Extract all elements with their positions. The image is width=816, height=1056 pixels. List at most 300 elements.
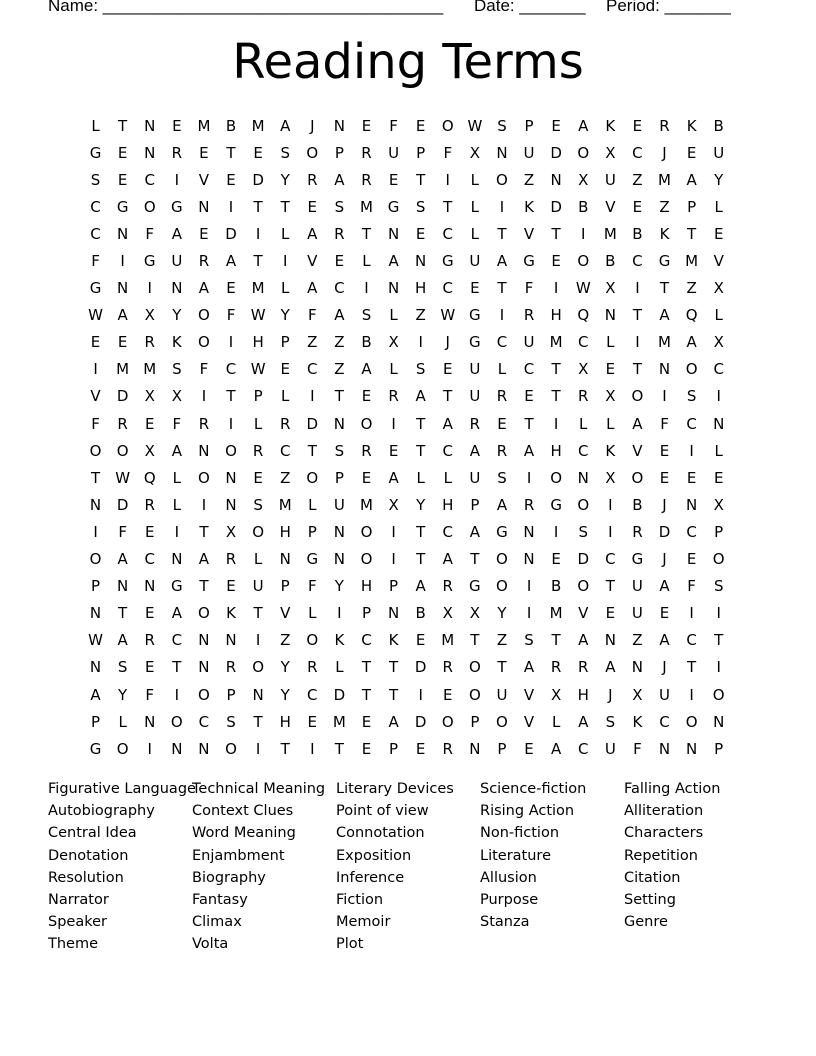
grid-letter: T bbox=[253, 712, 263, 731]
grid-letter: V bbox=[523, 712, 535, 731]
grid-letter: T bbox=[714, 631, 724, 650]
grid-letter: Y bbox=[280, 658, 290, 677]
grid-letter: K bbox=[171, 333, 182, 352]
grid-letter: X bbox=[605, 279, 616, 298]
grid-letter: F bbox=[524, 279, 534, 298]
grid-letter: Y bbox=[172, 306, 182, 325]
grid-letter: P bbox=[226, 685, 236, 704]
grid-letter: P bbox=[497, 739, 507, 758]
grid-letter: I bbox=[553, 414, 559, 433]
grid-letter: E bbox=[470, 279, 480, 298]
grid-letter: L bbox=[714, 306, 723, 325]
grid-letter: I bbox=[526, 468, 532, 487]
grid-letter: K bbox=[605, 441, 616, 460]
grid-letter: Z bbox=[632, 631, 643, 650]
grid-letter: A bbox=[469, 441, 480, 460]
grid-letter: R bbox=[144, 333, 155, 352]
grid-letter: D bbox=[333, 685, 346, 704]
grid-letter: E bbox=[415, 116, 426, 135]
grid-letter: I bbox=[93, 522, 98, 541]
grid-letter: R bbox=[659, 116, 670, 135]
grid-letter: E bbox=[117, 170, 128, 189]
grid-letter: C bbox=[334, 279, 345, 298]
grid-letter: N bbox=[171, 739, 183, 758]
grid-letter: E bbox=[361, 116, 372, 135]
grid-letter: O bbox=[252, 658, 265, 677]
grid-letter: A bbox=[117, 306, 128, 325]
grid-letter: A bbox=[307, 224, 318, 243]
grid-letter: A bbox=[578, 631, 589, 650]
word-bank-item: Characters bbox=[624, 825, 704, 842]
grid-letter: T bbox=[118, 116, 128, 135]
grid-letter: K bbox=[334, 631, 345, 650]
grid-letter: O bbox=[441, 712, 454, 731]
grid-letter: J bbox=[310, 116, 315, 135]
grid-letter: A bbox=[334, 170, 345, 189]
grid-letter: R bbox=[361, 143, 372, 162]
grid-letter: P bbox=[470, 495, 480, 514]
grid-letter: I bbox=[201, 387, 207, 406]
word-bank-item: Memoir bbox=[336, 914, 391, 931]
grid-letter: I bbox=[635, 333, 640, 352]
grid-letter: I bbox=[337, 604, 342, 623]
grid-letter: N bbox=[685, 739, 698, 758]
grid-letter: E bbox=[524, 387, 534, 406]
grid-letter: N bbox=[144, 143, 156, 162]
grid-letter: K bbox=[632, 712, 643, 731]
grid-letter: S bbox=[334, 441, 345, 460]
grid-letter: R bbox=[198, 414, 210, 433]
grid-letter: I bbox=[228, 333, 234, 352]
grid-letter: A bbox=[496, 495, 508, 514]
grid-letter: W bbox=[115, 468, 131, 487]
grid-letter: O bbox=[577, 577, 590, 596]
grid-letter: G bbox=[469, 333, 481, 352]
word-bank-item: Volta bbox=[192, 936, 229, 953]
date-field-label: Date: _______ bbox=[474, 0, 586, 15]
grid-letter: F bbox=[443, 143, 453, 162]
grid-letter: H bbox=[442, 495, 454, 514]
grid-letter: A bbox=[388, 468, 399, 487]
grid-letter: Y bbox=[280, 170, 290, 189]
grid-letter: T bbox=[470, 631, 480, 650]
grid-letter: T bbox=[199, 577, 209, 596]
grid-letter: N bbox=[198, 658, 210, 677]
grid-letter: G bbox=[550, 495, 562, 514]
grid-letter: C bbox=[577, 739, 589, 758]
grid-letter: U bbox=[523, 333, 535, 352]
grid-letter: X bbox=[713, 333, 724, 352]
grid-letter: T bbox=[334, 387, 344, 406]
word-bank-item: Purpose bbox=[480, 891, 539, 908]
grid-letter: N bbox=[252, 685, 264, 704]
grid-letter: T bbox=[388, 658, 399, 677]
grid-letter: O bbox=[198, 468, 210, 487]
name-field-label: Name: ____________________________________ bbox=[48, 0, 444, 15]
grid-letter: E bbox=[172, 116, 182, 135]
grid-letter: P bbox=[334, 143, 344, 162]
grid-letter: E bbox=[443, 360, 453, 379]
grid-letter: U bbox=[388, 143, 400, 162]
grid-letter: E bbox=[497, 414, 507, 433]
grid-letter: C bbox=[198, 712, 210, 731]
grid-letter: A bbox=[442, 550, 453, 569]
grid-letter: F bbox=[118, 522, 127, 541]
grid-letter: H bbox=[279, 712, 291, 731]
grid-letter: K bbox=[605, 116, 616, 135]
grid-letter: T bbox=[551, 631, 561, 650]
grid-letter: O bbox=[225, 739, 237, 758]
word-bank-item: Denotation bbox=[48, 847, 129, 864]
grid-letter: M bbox=[603, 224, 617, 243]
grid-letter: S bbox=[605, 712, 616, 731]
grid-letter: U bbox=[252, 577, 264, 596]
grid-letter: A bbox=[578, 116, 589, 135]
grid-letter: O bbox=[143, 197, 156, 216]
grid-letter: E bbox=[226, 577, 236, 596]
word-bank-item: Fiction bbox=[336, 891, 384, 908]
grid-letter: C bbox=[713, 360, 724, 379]
grid-letter: M bbox=[360, 197, 373, 216]
grid-letter: T bbox=[172, 658, 182, 677]
grid-letter: L bbox=[497, 360, 507, 379]
grid-letter: E bbox=[632, 197, 643, 216]
grid-letter: E bbox=[713, 224, 724, 243]
grid-letter: M bbox=[658, 170, 671, 189]
grid-letter: Y bbox=[497, 604, 507, 623]
grid-letter: E bbox=[632, 116, 643, 135]
grid-letter: N bbox=[333, 550, 345, 569]
grid-letter: P bbox=[361, 604, 371, 623]
grid-letter: I bbox=[255, 739, 261, 758]
grid-letter: O bbox=[360, 522, 373, 541]
grid-letter: O bbox=[496, 550, 508, 569]
grid-letter: C bbox=[632, 252, 643, 271]
page-title: Reading Terms bbox=[232, 34, 584, 90]
letter-grid bbox=[82, 112, 732, 762]
word-bank-item: Point of view bbox=[336, 803, 429, 820]
grid-letter: A bbox=[442, 414, 453, 433]
grid-letter: E bbox=[361, 739, 372, 758]
grid-letter: R bbox=[523, 306, 535, 325]
grid-letter: A bbox=[171, 441, 182, 460]
grid-letter: W bbox=[575, 279, 591, 298]
grid-letter: A bbox=[523, 441, 535, 460]
grid-letter: D bbox=[252, 170, 264, 189]
grid-letter: D bbox=[414, 658, 427, 677]
grid-letter: A bbox=[686, 170, 697, 189]
grid-letter: R bbox=[469, 414, 481, 433]
grid-letter: N bbox=[631, 658, 644, 677]
grid-letter: S bbox=[497, 116, 507, 135]
grid-letter: T bbox=[226, 387, 236, 406]
grid-letter: W bbox=[250, 306, 266, 325]
grid-letter: I bbox=[282, 252, 288, 271]
grid-letter: L bbox=[253, 414, 263, 433]
grid-letter: O bbox=[198, 604, 210, 623]
grid-letter: O bbox=[468, 658, 481, 677]
grid-letter: E bbox=[443, 685, 453, 704]
grid-letter: E bbox=[686, 143, 697, 162]
grid-letter: X bbox=[578, 170, 589, 189]
grid-letter: I bbox=[608, 522, 613, 541]
grid-letter: F bbox=[389, 116, 398, 135]
grid-letter: I bbox=[147, 279, 152, 298]
grid-letter: G bbox=[171, 577, 183, 596]
grid-letter: H bbox=[415, 279, 427, 298]
grid-letter: P bbox=[334, 468, 344, 487]
grid-letter: W bbox=[88, 306, 103, 325]
grid-letter: L bbox=[308, 604, 317, 623]
grid-letter: E bbox=[551, 550, 561, 569]
grid-letter: U bbox=[604, 739, 616, 758]
grid-letter: R bbox=[225, 550, 237, 569]
grid-letter: F bbox=[307, 306, 317, 325]
grid-letter: M bbox=[441, 631, 455, 650]
grid-letter: I bbox=[689, 604, 694, 623]
grid-letter: M bbox=[685, 252, 699, 271]
grid-letter: A bbox=[659, 577, 670, 596]
grid-letter: T bbox=[497, 279, 507, 298]
grid-letter: S bbox=[280, 143, 290, 162]
grid-letter: P bbox=[389, 577, 399, 596]
word-bank-item: Falling Action bbox=[624, 781, 721, 797]
grid-letter: V bbox=[198, 170, 210, 189]
grid-letter: P bbox=[280, 577, 290, 596]
word-bank bbox=[48, 778, 768, 956]
grid-letter: V bbox=[90, 387, 101, 406]
grid-letter: O bbox=[306, 631, 319, 650]
grid-letter: O bbox=[89, 441, 102, 460]
grid-letter: G bbox=[496, 522, 508, 541]
grid-letter: V bbox=[713, 252, 724, 271]
grid-letter: E bbox=[605, 360, 616, 379]
grid-letter: R bbox=[144, 631, 155, 650]
grid-letter: X bbox=[144, 306, 155, 325]
grid-letter: E bbox=[605, 604, 616, 623]
grid-letter: O bbox=[496, 170, 508, 189]
grid-letter: N bbox=[117, 577, 129, 596]
grid-letter: Y bbox=[280, 306, 290, 325]
word-bank-item: Technical Meaning bbox=[192, 781, 326, 797]
grid-letter: I bbox=[147, 739, 152, 758]
grid-letter: W bbox=[88, 631, 103, 650]
grid-letter: I bbox=[174, 170, 180, 189]
grid-letter: E bbox=[199, 143, 209, 162]
grid-letter: N bbox=[415, 252, 427, 271]
word-bank-item: Resolution bbox=[48, 869, 124, 886]
grid-letter: I bbox=[689, 685, 694, 704]
grid-letter: E bbox=[117, 143, 128, 162]
grid-letter: T bbox=[632, 360, 642, 379]
grid-letter: G bbox=[89, 143, 102, 162]
grid-letter: A bbox=[334, 306, 345, 325]
grid-letter: F bbox=[633, 739, 642, 758]
grid-letter: O bbox=[685, 712, 698, 731]
word-bank-item: Literary Devices bbox=[336, 781, 454, 797]
grid-letter: H bbox=[550, 306, 562, 325]
grid-letter: A bbox=[90, 685, 101, 704]
word-bank-item: Figurative Language bbox=[48, 781, 196, 797]
word-bank-item: Biography bbox=[192, 869, 266, 886]
grid-letter: Z bbox=[280, 631, 291, 650]
grid-letter: R bbox=[361, 441, 372, 460]
grid-letter: O bbox=[577, 143, 590, 162]
grid-letter: F bbox=[307, 577, 317, 596]
grid-letter: T bbox=[280, 197, 290, 216]
grid-letter: D bbox=[116, 495, 129, 514]
grid-letter: R bbox=[442, 577, 453, 596]
grid-letter: E bbox=[388, 441, 399, 460]
grid-letter: N bbox=[523, 522, 535, 541]
grid-letter: T bbox=[551, 360, 561, 379]
grid-letter: C bbox=[523, 360, 535, 379]
grid-letter: L bbox=[91, 116, 100, 135]
grid-letter: O bbox=[198, 306, 210, 325]
grid-letter: C bbox=[171, 631, 183, 650]
grid-letter: I bbox=[445, 170, 450, 189]
grid-letter: C bbox=[659, 712, 670, 731]
grid-letter: I bbox=[689, 441, 694, 460]
grid-letter: G bbox=[441, 252, 454, 271]
grid-letter: I bbox=[526, 604, 532, 623]
grid-letter: N bbox=[171, 550, 183, 569]
worksheet-header bbox=[48, 0, 748, 22]
grid-letter: R bbox=[550, 658, 562, 677]
grid-letter: G bbox=[523, 252, 535, 271]
grid-letter: T bbox=[118, 604, 128, 623]
grid-letter: O bbox=[441, 116, 454, 135]
grid-letter: O bbox=[577, 495, 590, 514]
grid-letter: S bbox=[172, 360, 182, 379]
grid-letter: X bbox=[388, 495, 399, 514]
grid-letter: Y bbox=[280, 685, 290, 704]
grid-letter: I bbox=[255, 224, 261, 243]
grid-letter: I bbox=[608, 495, 613, 514]
grid-letter: N bbox=[658, 360, 671, 379]
grid-letter: A bbox=[280, 116, 291, 135]
grid-letter: T bbox=[632, 306, 642, 325]
grid-letter: M bbox=[278, 495, 292, 514]
grid-letter: D bbox=[306, 414, 319, 433]
grid-letter: F bbox=[226, 306, 236, 325]
grid-letter: C bbox=[686, 414, 697, 433]
grid-letter: O bbox=[631, 387, 644, 406]
grid-letter: T bbox=[361, 685, 372, 704]
grid-letter: E bbox=[117, 333, 128, 352]
grid-letter: N bbox=[89, 658, 102, 677]
grid-letter: E bbox=[361, 712, 372, 731]
grid-letter: U bbox=[333, 495, 345, 514]
grid-letter: A bbox=[307, 279, 318, 298]
grid-letter: P bbox=[307, 522, 317, 541]
grid-letter: T bbox=[605, 577, 615, 596]
grid-letter: N bbox=[144, 712, 156, 731]
grid-letter: C bbox=[577, 441, 589, 460]
grid-letter: N bbox=[577, 468, 589, 487]
word-bank-item: Repetition bbox=[624, 847, 698, 864]
grid-letter: Z bbox=[334, 360, 345, 379]
grid-letter: E bbox=[415, 631, 426, 650]
grid-letter: A bbox=[605, 658, 616, 677]
grid-letter: T bbox=[551, 387, 561, 406]
grid-letter: E bbox=[90, 333, 101, 352]
grid-letter: N bbox=[523, 550, 535, 569]
grid-letter: N bbox=[604, 631, 616, 650]
grid-letter: O bbox=[360, 414, 373, 433]
grid-letter: J bbox=[445, 333, 450, 352]
grid-letter: N bbox=[198, 197, 210, 216]
grid-letter: I bbox=[120, 252, 125, 271]
grid-letter: G bbox=[116, 197, 129, 216]
grid-letter: E bbox=[226, 170, 236, 189]
grid-letter: E bbox=[659, 604, 670, 623]
grid-letter: C bbox=[442, 441, 453, 460]
grid-letter: R bbox=[442, 739, 453, 758]
period-field-label: Period: _______ bbox=[606, 0, 731, 15]
grid-letter: X bbox=[605, 387, 616, 406]
word-bank-item: Central Idea bbox=[48, 825, 137, 842]
grid-letter: B bbox=[713, 116, 724, 135]
grid-letter: S bbox=[578, 522, 588, 541]
grid-letter: A bbox=[198, 550, 210, 569]
grid-letter: I bbox=[662, 387, 667, 406]
grid-letter: T bbox=[497, 658, 507, 677]
grid-letter: K bbox=[686, 116, 697, 135]
word-bank-item: Climax bbox=[192, 914, 242, 931]
grid-letter: G bbox=[469, 577, 481, 596]
grid-letter: A bbox=[659, 631, 670, 650]
grid-letter: O bbox=[550, 468, 563, 487]
grid-letter: D bbox=[577, 550, 590, 569]
grid-letter: D bbox=[116, 387, 129, 406]
grid-letter: O bbox=[252, 522, 265, 541]
grid-letter: Y bbox=[334, 577, 344, 596]
grid-letter: E bbox=[280, 360, 290, 379]
grid-letter: C bbox=[144, 550, 155, 569]
grid-letter: F bbox=[91, 414, 100, 433]
grid-letter: N bbox=[198, 739, 210, 758]
grid-letter: A bbox=[523, 658, 535, 677]
grid-letter: C bbox=[577, 333, 589, 352]
grid-letter: R bbox=[198, 252, 210, 271]
word-bank-item bbox=[480, 933, 624, 955]
grid-letter: H bbox=[577, 685, 589, 704]
grid-letter: A bbox=[578, 712, 589, 731]
grid-letter: U bbox=[659, 685, 670, 704]
grid-letter: S bbox=[415, 360, 426, 379]
grid-letter: S bbox=[361, 306, 372, 325]
grid-letter: P bbox=[416, 143, 426, 162]
grid-letter: X bbox=[713, 279, 724, 298]
grid-letter: Z bbox=[632, 170, 643, 189]
grid-letter: I bbox=[526, 577, 532, 596]
grid-letter: A bbox=[361, 360, 372, 379]
grid-letter: Q bbox=[685, 306, 698, 325]
grid-letter: O bbox=[685, 360, 698, 379]
grid-letter: G bbox=[89, 739, 102, 758]
grid-letter: T bbox=[416, 170, 426, 189]
word-bank-item: Allusion bbox=[480, 869, 537, 886]
grid-letter: T bbox=[551, 224, 561, 243]
word-bank-item: Alliteration bbox=[624, 803, 704, 820]
grid-letter: N bbox=[713, 414, 725, 433]
grid-letter: M bbox=[332, 712, 346, 731]
grid-letter: N bbox=[117, 224, 129, 243]
grid-letter: U bbox=[631, 604, 643, 623]
grid-letter: T bbox=[687, 224, 697, 243]
grid-letter: O bbox=[225, 441, 237, 460]
